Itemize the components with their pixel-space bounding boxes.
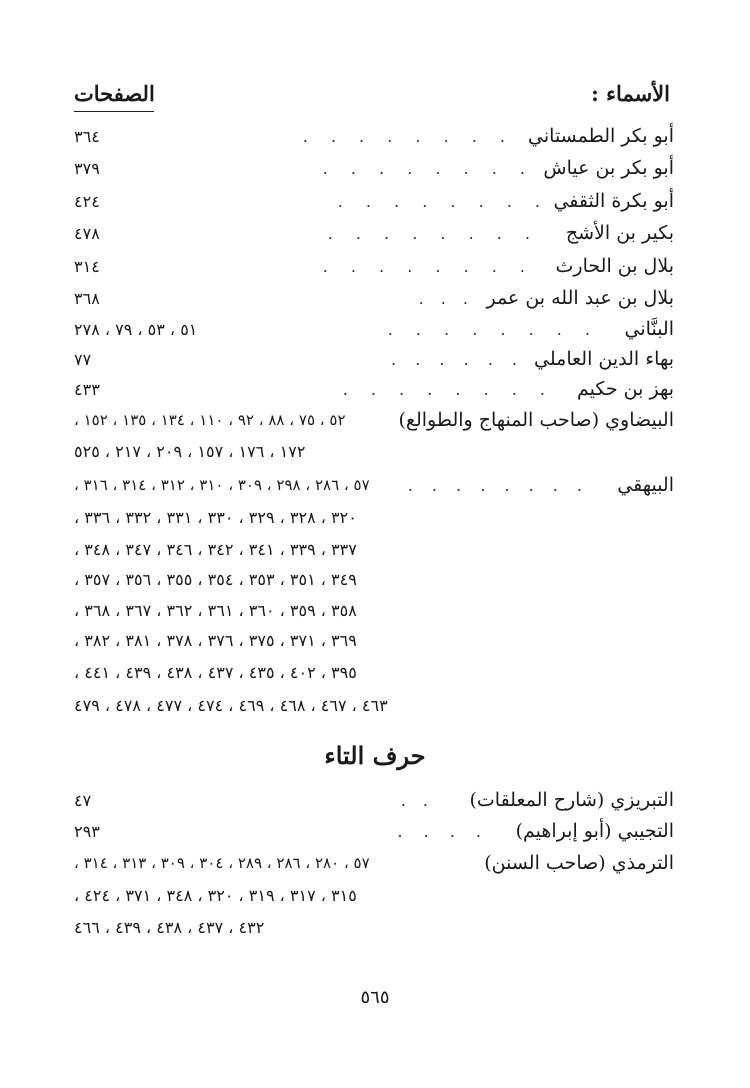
entry-pages-continuation: ٣٤٩ ، ٣٥١ ، ٣٥٣ ، ٣٥٤ ، ٣٥٥ ، ٣٥٦ ، ٣٥٧ ، xyxy=(74,570,357,589)
entry-pages: ٣٦٤ xyxy=(74,127,100,146)
dot-leader: . . . . . . . . xyxy=(387,320,599,339)
entry-pages-continuation: ٣٥٨ ، ٣٥٩ ، ٣٦٠ ، ٣٦١ ، ٣٦٢ ، ٣٦٧ ، ٣٦٨ ، xyxy=(74,601,357,620)
entry-pages-continuation: ٤٦٣ ، ٤٦٧ ، ٤٦٨ ، ٤٦٩ ، ٤٧٤ ، ٤٧٧ ، ٤٧٨ ، ٤٧٩ xyxy=(74,696,388,715)
entry-pages: ٢٩٣ xyxy=(74,822,100,841)
index-entry xyxy=(74,251,674,282)
entry-pages: ٤٢٤ xyxy=(74,192,100,211)
entry-pages: ٤٧ xyxy=(74,791,92,810)
entry-name: الترمذي (صاحب السنن) xyxy=(484,852,674,874)
index-entry xyxy=(74,816,674,847)
entry-name: بكير بن الأشج xyxy=(565,222,674,244)
entry-name: البيهقي xyxy=(617,474,674,496)
index-entry xyxy=(74,186,674,217)
entry-pages-continuation: ٣٣٧ ، ٣٣٩ ، ٣٤١ ، ٣٤٢ ، ٣٤٦ ، ٣٤٧ ، ٣٤٨ ، xyxy=(74,540,357,559)
index-entry xyxy=(74,374,674,405)
entry-name: بلال بن عبد الله بن عمر xyxy=(486,287,674,309)
page-number: ٥٦٥ xyxy=(360,987,390,1008)
entry-pages: ٣١٤ xyxy=(74,257,100,276)
entry-name: أبو بكرة الثقفي xyxy=(553,190,674,212)
dot-leader: . . xyxy=(400,791,434,810)
entry-name: بلال بن الحارث xyxy=(555,255,674,277)
entry-pages: ٤٧٨ xyxy=(74,224,100,243)
header-underline xyxy=(74,111,154,112)
entry-name: التبريزي (شارح المعلقات) xyxy=(469,789,674,811)
section-title: حرف التاء xyxy=(324,741,426,770)
entry-pages: ٣٧٩ xyxy=(74,159,100,178)
index-entry xyxy=(74,785,674,816)
dot-leader: . . . . . . . . xyxy=(322,159,534,178)
dot-leader: . . . . xyxy=(397,822,489,841)
dot-leader: . . . xyxy=(418,289,474,308)
entry-pages: ٥٢ ، ٧٥ ، ٨٨ ، ٩٢ ، ١١٠ ، ١٣٤ ، ١٣٥ ، ١٥٢ ، xyxy=(74,411,346,429)
entry-pages-continuation: ٣١٥ ، ٣١٧ ، ٣١٩ ، ٣٢٠ ، ٣٤٨ ، ٣٧١ ، ٤٢٤ ، xyxy=(74,886,357,905)
entry-name: التجيبي (أبو إبراهيم) xyxy=(515,820,674,842)
index-entry xyxy=(74,848,674,879)
names-column-header: الأسماء : xyxy=(591,81,670,106)
index-entry xyxy=(74,405,674,436)
entry-pages-continuation: ٤٣٢ ، ٤٣٧ ، ٤٣٨ ، ٤٣٩ ، ٤٦٦ xyxy=(74,918,265,937)
entry-pages-continuation: ٣٩٥ ، ٤٠٢ ، ٤٣٥ ، ٤٣٧ ، ٤٣٨ ، ٤٣٩ ، ٤٤١ ، xyxy=(74,663,357,682)
dot-leader: . . . . . . . . xyxy=(302,127,514,146)
entry-name: بهاء الدين العاملي xyxy=(534,348,674,370)
entry-pages: ٥٧ ، ٢٨٠ ، ٢٨٦ ، ٢٨٩ ، ٣٠٤ ، ٣٠٩ ، ٣١٣ ، ٣١٤ ، xyxy=(74,854,370,872)
index-entry xyxy=(74,314,674,345)
entry-name: بهز بن حكيم xyxy=(577,378,674,400)
entry-name: البنَّاني xyxy=(624,318,674,340)
entry-name: أبو بكر الطمستاني xyxy=(528,125,674,147)
index-entry xyxy=(74,470,674,501)
index-entry xyxy=(74,153,674,184)
dot-leader: . . . . . . . . xyxy=(322,257,534,276)
entry-name: أبو بكر بن عياش xyxy=(543,157,674,179)
dot-leader: . . . . . . xyxy=(391,350,524,369)
entry-name: البيضاوي (صاحب المنهاج والطوالع) xyxy=(398,409,674,431)
index-entry xyxy=(74,218,674,249)
dot-leader: . . . . . . . . xyxy=(327,224,539,243)
entry-pages-continuation: ٣٦٩ ، ٣٧١ ، ٣٧٥ ، ٣٧٦ ، ٣٧٨ ، ٣٨١ ، ٣٨٢ ، xyxy=(74,631,357,650)
entry-pages: ٤٣٣ xyxy=(74,380,100,399)
dot-leader: . . . . . . . . xyxy=(407,476,589,495)
entry-pages: ٣٦٨ xyxy=(74,289,100,308)
dot-leader: . . . . . . . . xyxy=(342,380,554,399)
entry-pages-continuation: ٣٢٠ ، ٣٢٨ ، ٣٢٩ ، ٣٣٠ ، ٣٣١ ، ٣٣٢ ، ٣٣٦ ، xyxy=(74,508,357,527)
index-entry xyxy=(74,283,674,314)
entry-pages: ٥٧ ، ٢٨٦ ، ٢٩٨ ، ٣٠٩ ، ٣١٠ ، ٣١٢ ، ٣١٤ ، ٣١٦ ، xyxy=(74,476,370,494)
dot-leader: . . . . . . . . xyxy=(337,192,549,211)
index-entry xyxy=(74,121,674,152)
index-entry xyxy=(74,344,674,375)
entry-pages-continuation: ١٧٢ ، ١٧٦ ، ١٥٧ ، ٢٠٩ ، ٢١٧ ، ٥٢٥ xyxy=(74,442,306,461)
entry-pages: ٧٧ xyxy=(74,350,92,369)
entry-pages: ٥١ ، ٥٣ ، ٧٩ ، ٢٧٨ xyxy=(74,320,198,339)
pages-column-header: الصفحات xyxy=(74,81,155,106)
